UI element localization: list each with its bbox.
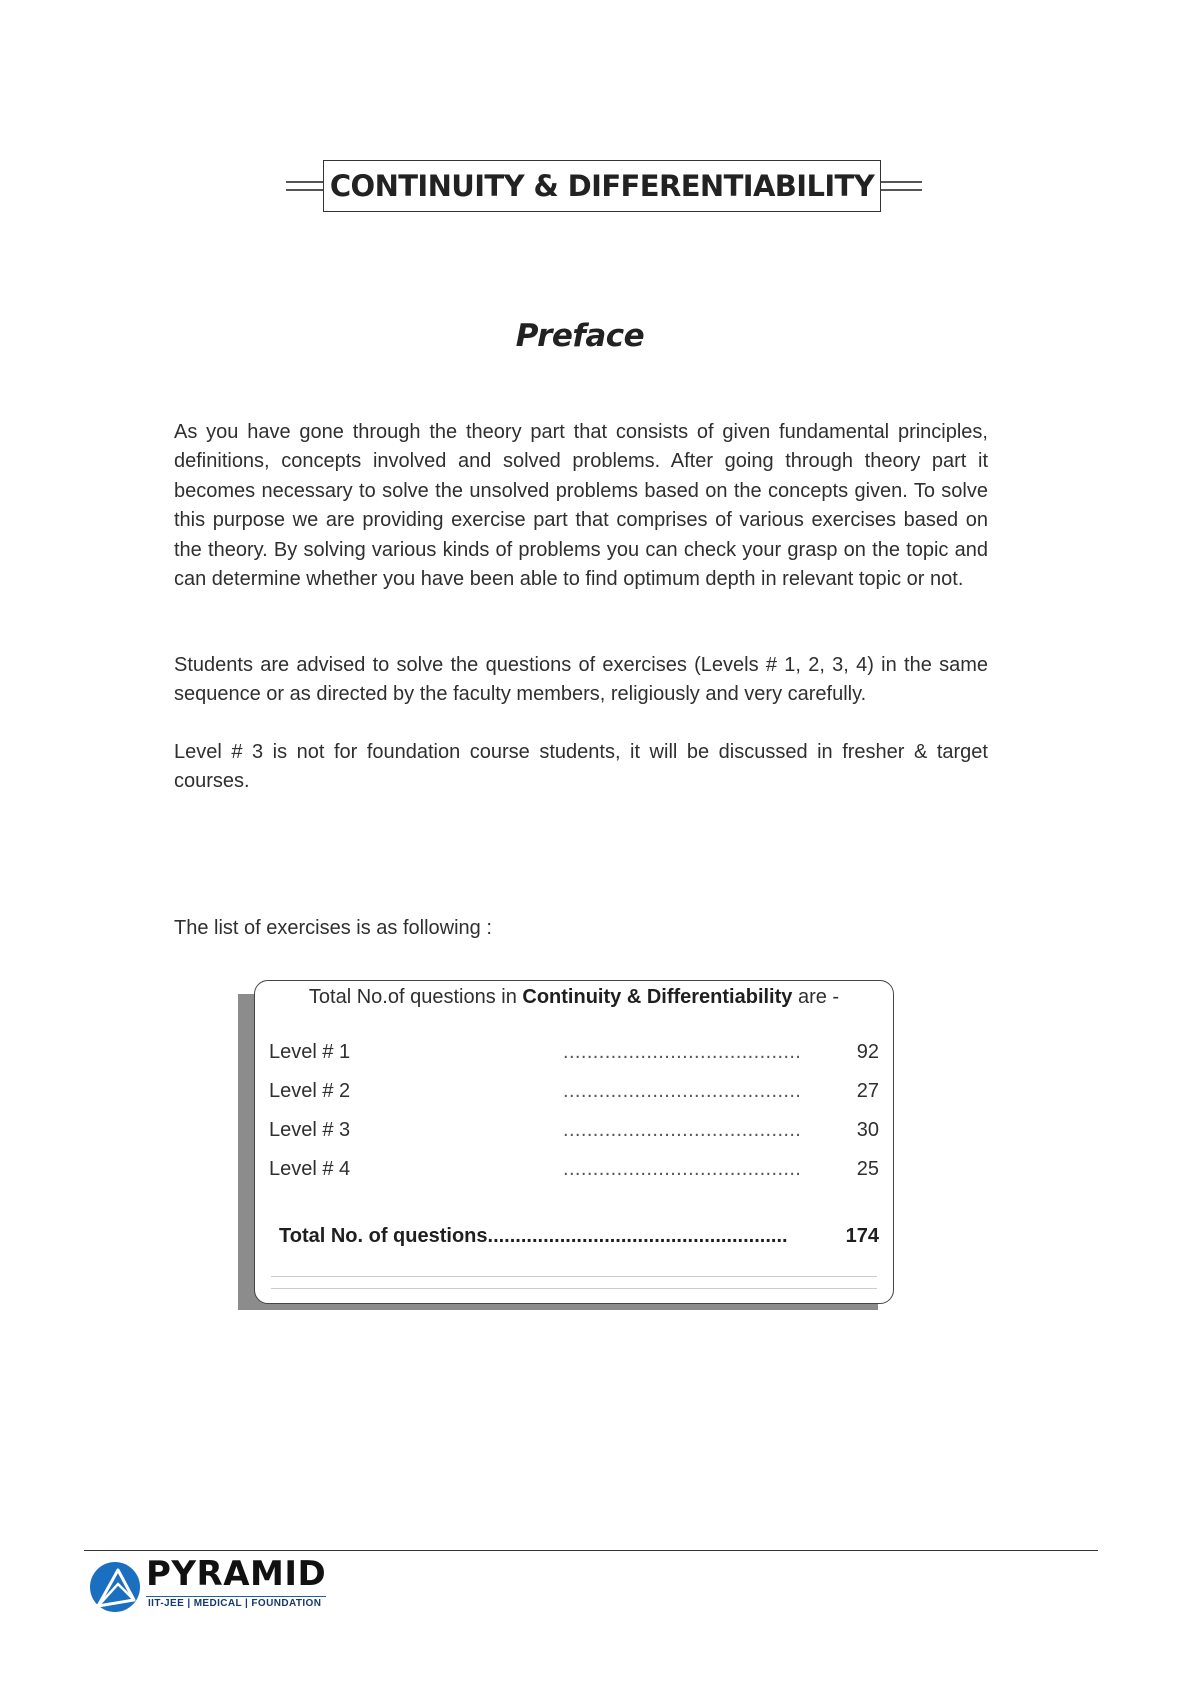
level-count: 30	[856, 1119, 879, 1141]
total-value: 174	[845, 1225, 879, 1247]
preface-paragraph-2: Students are advised to solve the questions of exercises (Levels # 1, 2, 3, 4) in the same sequence or as directed by the faculty members, religiously and very carefully.	[174, 654, 988, 706]
summary-heading: Total No.of questions in Continuity & Differentiability are -	[308, 986, 840, 1008]
title-rule-left	[286, 181, 323, 191]
preface-paragraph-3: Level # 3 is not for foundation course students, it will be discussed in fresher & target courses.	[174, 741, 988, 793]
level-label: Level # 1	[269, 1041, 351, 1063]
total-label: Total No. of questions......................................................	[279, 1225, 788, 1247]
level-count: 25	[856, 1158, 879, 1180]
total-questions-row	[279, 1225, 879, 1248]
leader-dots: ........................................	[563, 1041, 802, 1063]
box-divider	[271, 1288, 877, 1289]
leader-dots: ........................................	[563, 1080, 802, 1102]
logo-underline	[146, 1596, 326, 1597]
pyramid-logo	[88, 1554, 338, 1618]
preface-heading: Preface	[515, 318, 645, 354]
chapter-title-banner	[286, 160, 922, 216]
footer-rule	[84, 1550, 1098, 1551]
level-row	[269, 1080, 879, 1108]
leader-dots: ........................................	[563, 1158, 802, 1180]
level-row	[269, 1158, 879, 1186]
level-row	[269, 1119, 879, 1147]
box-divider	[271, 1276, 877, 1277]
question-summary-box	[254, 980, 894, 1304]
exercise-list-intro: The list of exercises is as following :	[174, 917, 492, 939]
preface-paragraph-1: As you have gone through the theory part that consists of given fundamental principles, definitions, concepts involved and solved problems. After going through theory part it becomes necessary to solve the unsolved problems based on the concepts given. To solve this purpose we are providing exercise part that comprises of various exercises based on the theory. By solving various kinds of problems you can check your grasp on the topic and can determine whether you have been able to find optimum depth in relevant topic or not.	[174, 421, 988, 591]
logo-tagline: IIT-JEE | MEDICAL | FOUNDATION	[148, 1598, 322, 1609]
level-count: 92	[856, 1041, 879, 1063]
chapter-title: CONTINUITY & DIFFERENTIABILITY	[329, 169, 875, 203]
leader-dots: ........................................	[563, 1119, 802, 1141]
pyramid-logo-icon	[88, 1560, 142, 1614]
level-label: Level # 3	[269, 1119, 351, 1141]
title-rule-right	[881, 181, 922, 191]
level-count: 27	[856, 1080, 879, 1102]
chapter-title-box	[323, 160, 881, 212]
logo-wordmark: PYRAMID	[146, 1554, 327, 1594]
level-label: Level # 2	[269, 1080, 351, 1102]
level-label: Level # 4	[269, 1158, 351, 1180]
level-row	[269, 1041, 879, 1069]
